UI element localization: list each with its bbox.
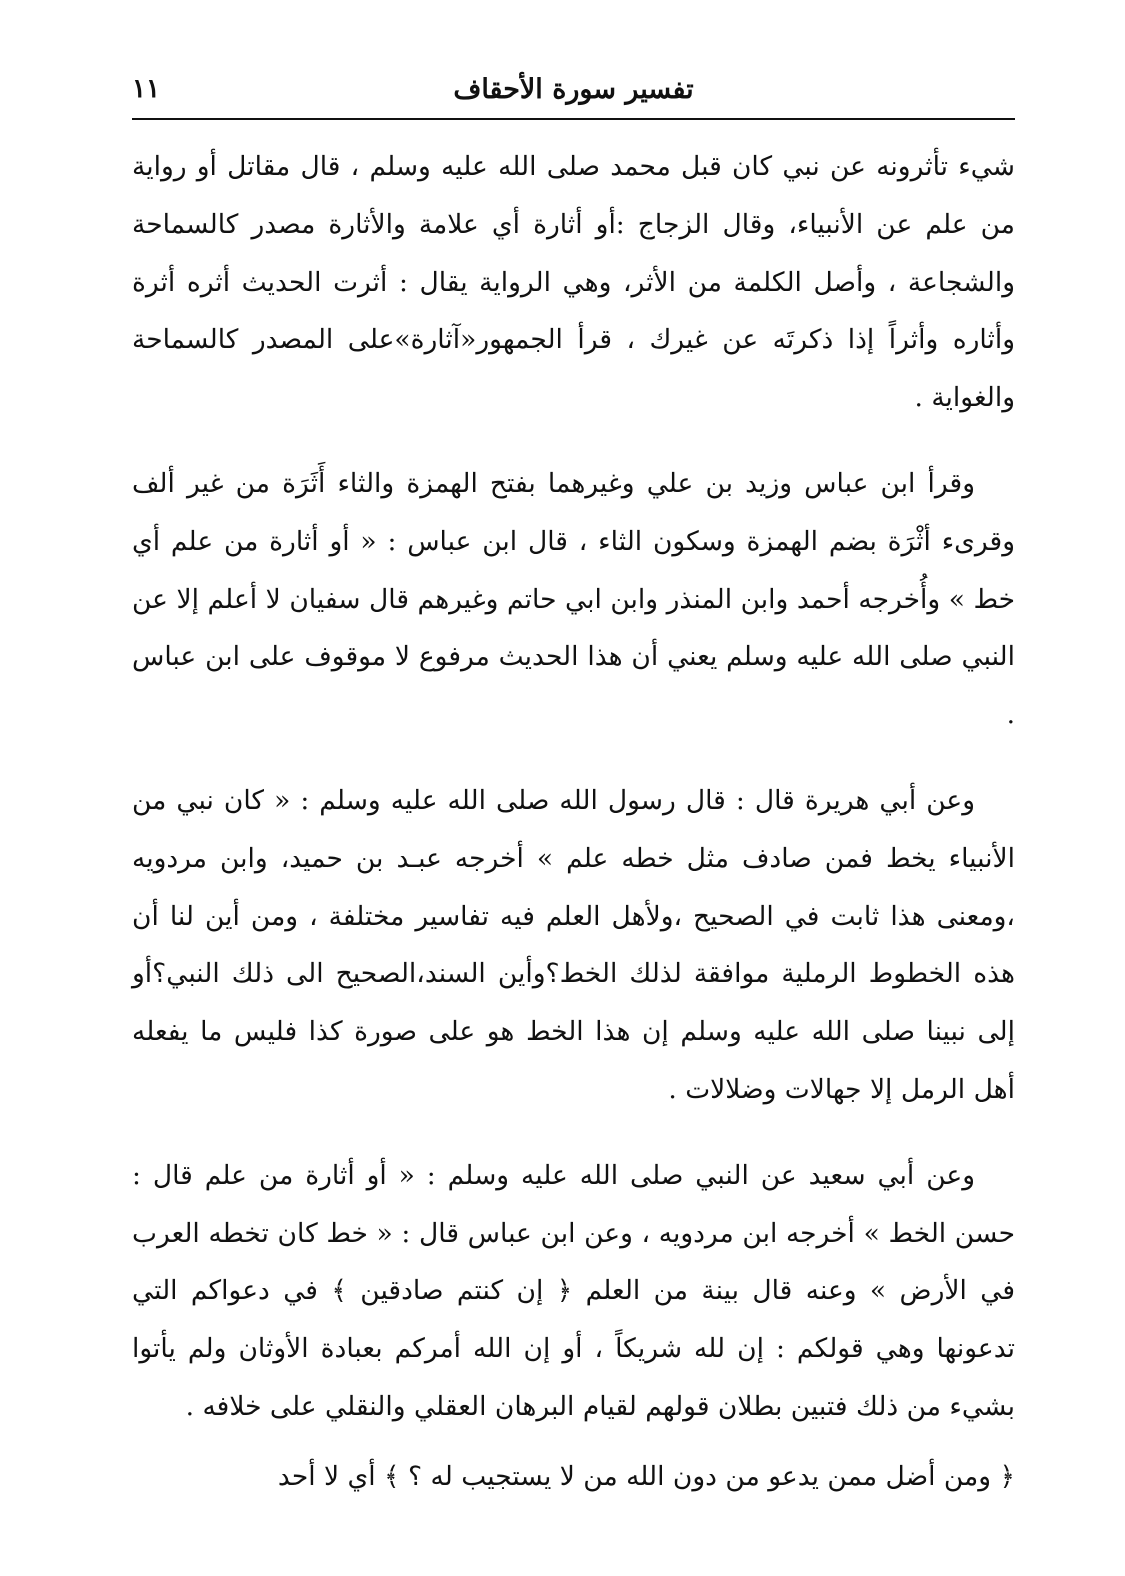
page-header	[132, 70, 1015, 118]
paragraph: وقرأ ابن عباس وزيد بن علي وغيرهما بفتح الهمزة والثاء أَثَرَة من غير ألف وقرىء أثْرَة بضم الهمزة وسكون الثاء ، قال ابن عباس : « أو أثارة من علم أي خط » وأُخرجه أحمد وابن المنذر وابن ابي حاتم وغيرهم قال سفيان لا أعلم إلا عن النبي صلى الله عليه وسلم يعني أن هذا الحديث مرفوع لا موقوف على ابن عباس .	[132, 467, 1015, 731]
paragraph: وعن أبي سعيد عن النبي صلى الله عليه وسلم : « أو أثارة من علم قال : حسن الخط » أخرجه ابن مردويه ، وعن ابن عباس قال : « خط كان تخطه العرب في الأرض » وعنه قال بينة من العلم ﴿ إن كنتم صادقين ﴾ في دعواكم التي تدعونها وهي قولكم : إن لله شريكاً ، أو إن الله أمركم بعبادة الأوثان ولم يأتوا بشيء من ذلك فتبين بطلان قولهم لقيام البرهان العقلي والنقلي على خلافه .	[132, 1159, 1016, 1422]
paragraph: شيء تأثرونه عن نبي كان قبل محمد صلى الله عليه وسلم ، قال مقاتل أو رواية من علم عن الأنبياء، وقال الزجاج :أو أثارة أي علامة والأثارة مصدر كالسماحة والشجاعة ، وأصل الكلمة من الأثر، وهي الرواية يقال : أثرت الحديث أثره أثرة وأثاره وأثراً إذا ذكرتَه عن غيرك ، قرأ الجمهور«آثارة»على المصدر كالسماحة والغواية .	[132, 151, 1015, 414]
paragraph: وعن أبي هريرة قال : قال رسول الله صلى الله عليه وسلم : « كان نبي من الأنبياء يخط فمن صادف مثل خطه علم » أخرجه عبـد بن حميد، وابن مردويه ،ومعنى هذا ثابت في الصحيح ،ولأهل العلم فيه تفاسير مختلفة ، ومن أين لنا أن هذه الخطوط الرملية موافقة لذلك الخط؟وأين السند،الصحيح الى ذلك النبي؟أو إلى نبينا صلى الله عليه وسلم إن هذا الخط هو على صورة كذا فليس ما يفعله أهل الرمل إلا جهالات وضلالات .	[132, 784, 1015, 1105]
paragraph: ﴿ ومن أضل ممن يدعو من دون الله من لا يستجيب له ؟ ﴾ أي لا أحد	[277, 1460, 1015, 1492]
page-body	[132, 138, 1015, 1506]
page-number: ١١	[132, 74, 160, 104]
page-title: تفسير سورة الأحقاف	[453, 74, 694, 105]
header-rule	[132, 118, 1015, 120]
